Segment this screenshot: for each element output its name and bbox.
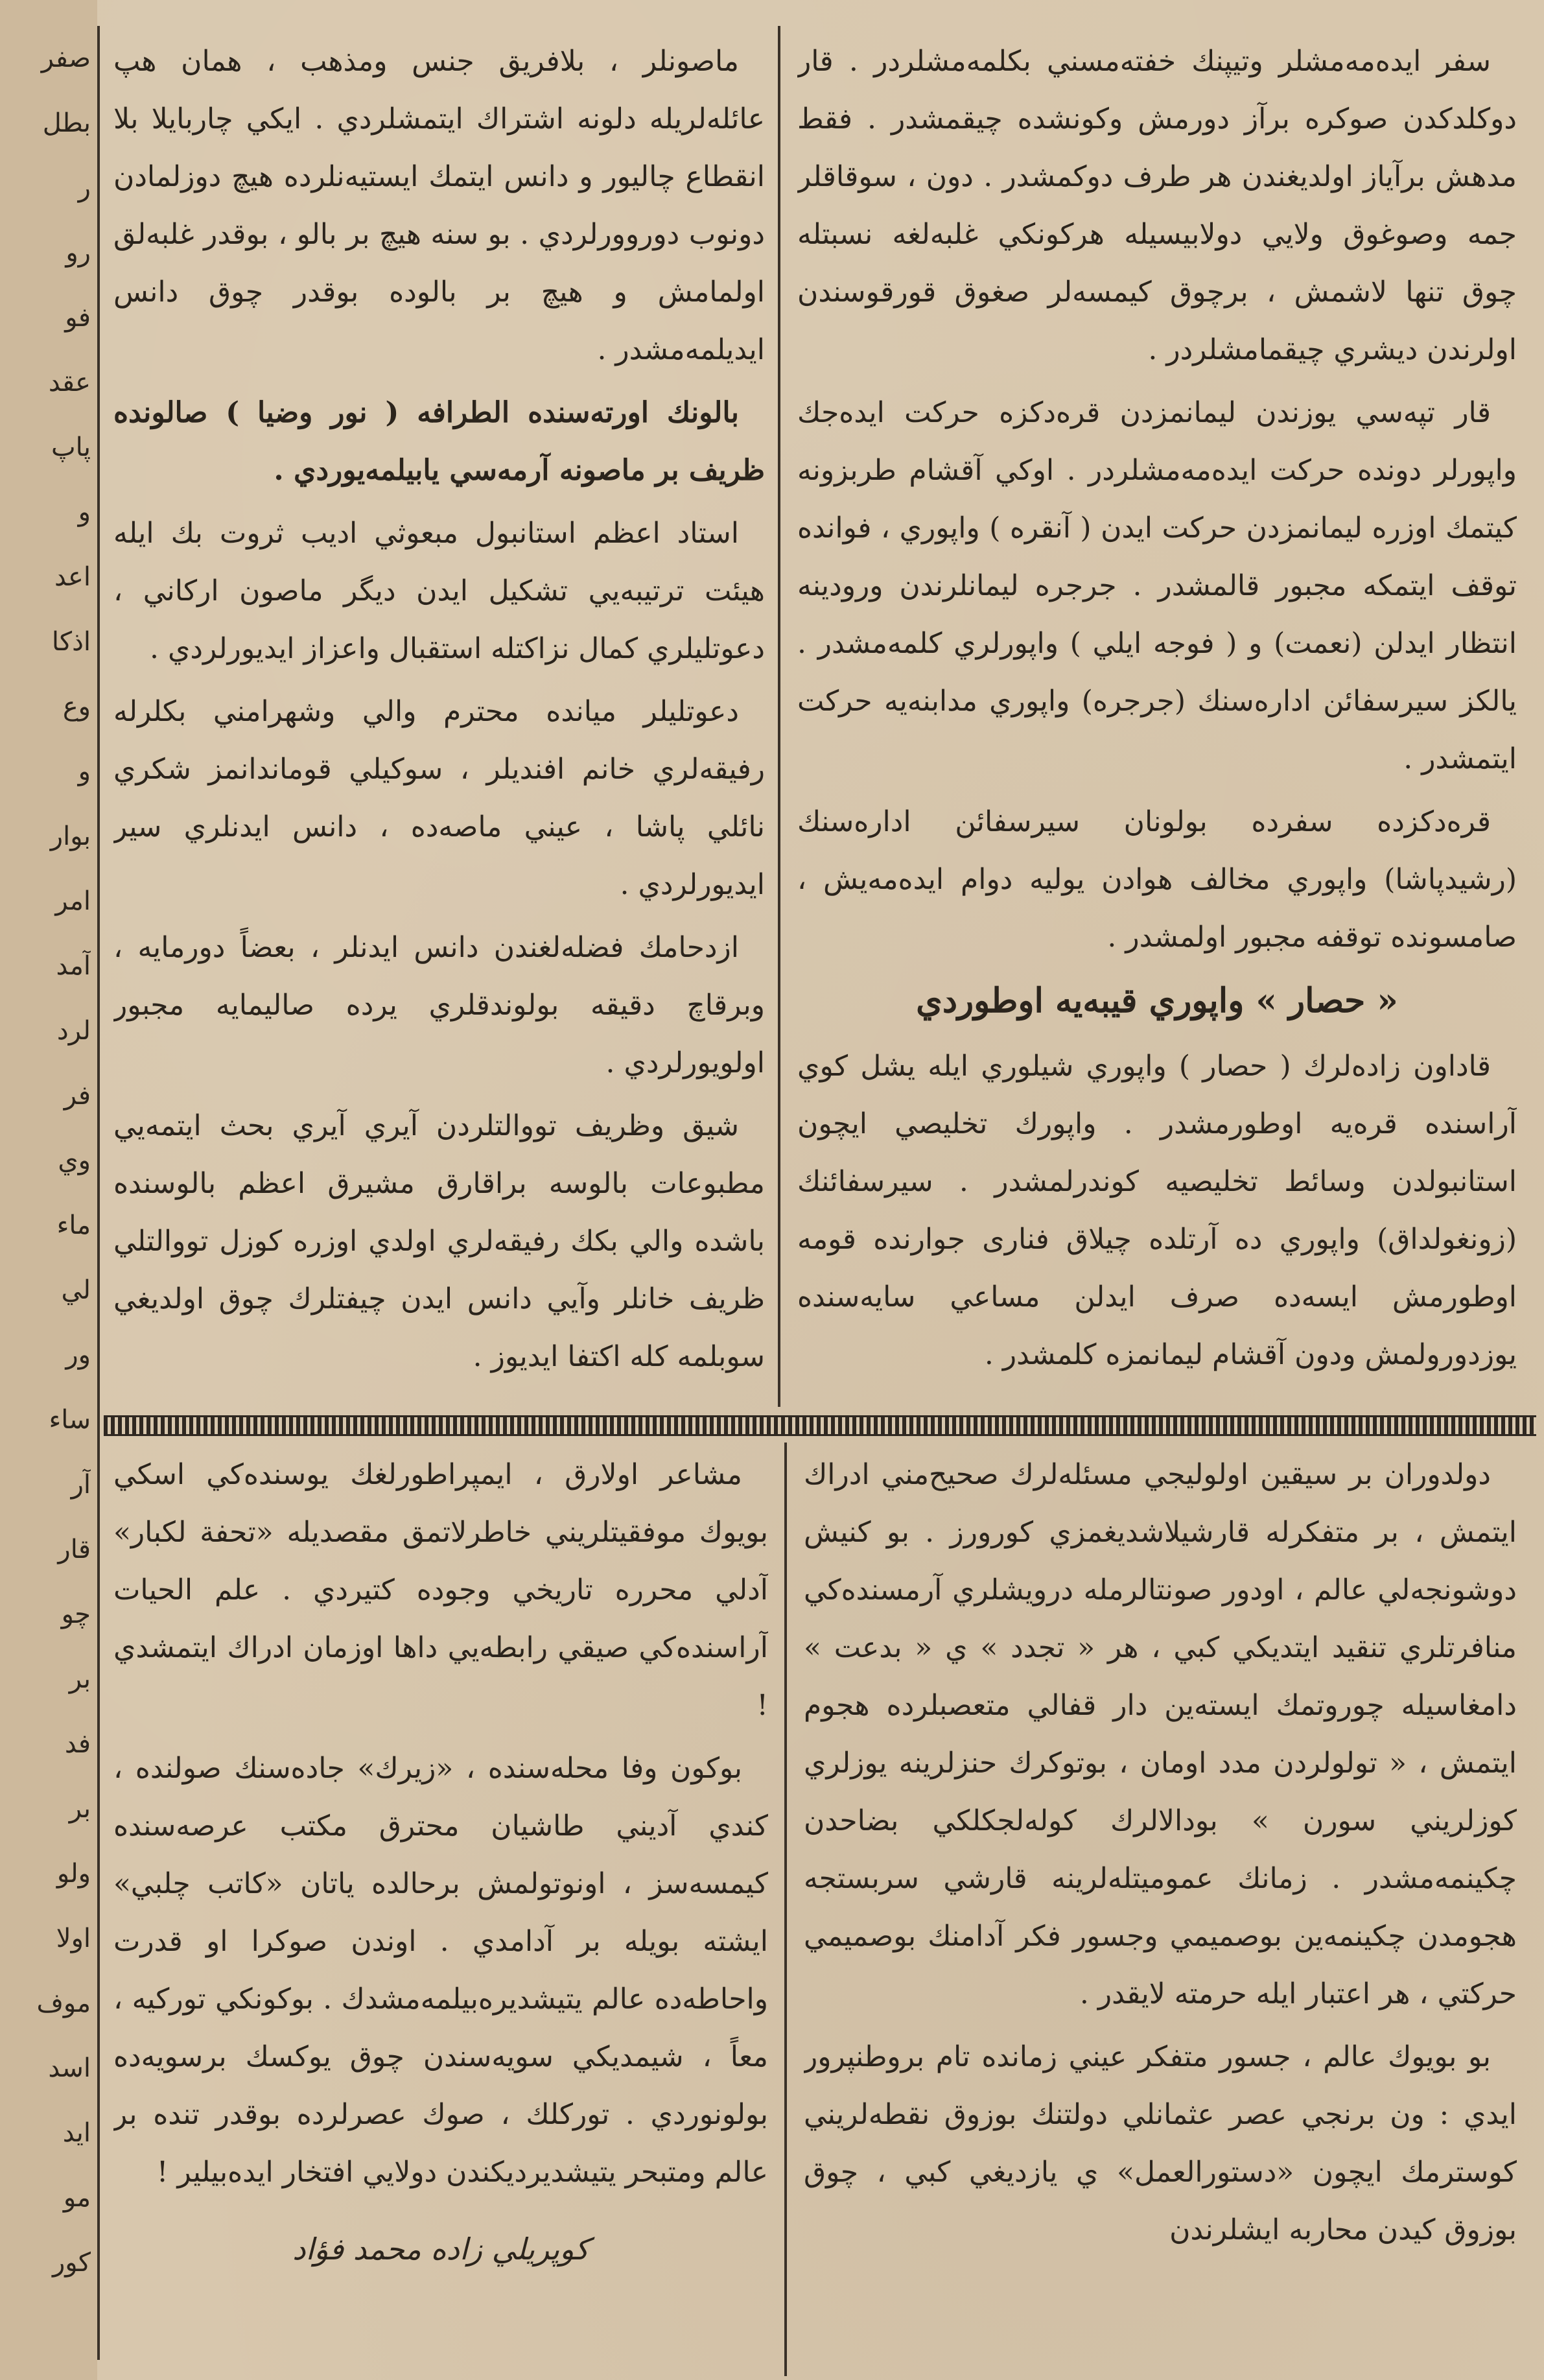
bottom-left-column bbox=[113, 1446, 768, 2366]
bottom-right-column bbox=[804, 1446, 1517, 2366]
margin-fragment: آمد bbox=[56, 951, 91, 981]
margin-fragment: ماء bbox=[56, 1210, 91, 1240]
margin-fragment: وي bbox=[58, 1146, 91, 1175]
paragraph: ازدحامك فضله‌لغندن دانس ايدنلر ، بعضاً دورمايه ، وبرقاچ دقيقه بولوندقلري يرده صاليمايه مجبور اولويورلردي . bbox=[113, 931, 765, 1079]
margin-fragment: بطل bbox=[42, 108, 91, 138]
margin-fragment: فر bbox=[64, 1081, 91, 1111]
margin-fragment: عقد bbox=[48, 368, 91, 397]
margin-fragment: بر bbox=[69, 1664, 91, 1694]
article-heading: « حصار » واپوري قيبه‌يه اوطوردي bbox=[916, 981, 1398, 1020]
bottom-column-rule bbox=[784, 1443, 787, 2376]
section-separator bbox=[104, 1415, 1536, 1436]
margin-fragment: بر bbox=[69, 1794, 91, 1824]
top-column-rule bbox=[778, 26, 780, 1407]
margin-fragment: وع bbox=[62, 692, 91, 722]
paragraph: قاداون زاده‌لرك ( حصار ) واپوري شيلوري ايله يشل كوي آراسنده قره‌يه اوطورمشدر . واپورك تخليصي ايچون استانبولدن وسائط تخليصيه كوندرلمشدر . سيرسفائنك (زونغولداق) واپوري ده آرتلده چيلاق فنارى جوارنده قومه اوطورمش ايسه‌ده صرف ايدلن مساعي سايه‌سنده يوزدورولمش ودون آقشام ليمانمزه كلمشدر . bbox=[797, 1050, 1517, 1371]
paragraph: سفر ايده‌مه‌مشلر وتيپنك خفته‌مسني بكلمه‌مشلردر . قار دوكلدكدن صوكره برآز دورمش وكونشده چيقمشدر . فقط مدهش برآياز اولديغندن هر طرف دوكمشدر . دون ، سوقاقلر جمه وصوغوق ولايي دولابيسيله هركونكي غلبه‌لغه نسبتله چوق تنها لاشمش ، برچوق كيمسه‌لر صغوق قورقوسندن اولرندن ديشري چيقمامشلردر . bbox=[797, 45, 1517, 366]
top-right-column bbox=[797, 32, 1517, 1400]
margin-fragment: اذكا bbox=[51, 627, 91, 657]
margin-fragment: آر bbox=[71, 1470, 91, 1500]
paragraph: قره‌دكزده سفرده بولونان سيرسفائن اداره‌سنك (رشيدپاشا) واپوري مخالف هوادن يوليه دوام ايده‌مه‌يش ، صامسونده توقفه مجبور اولمشدر . bbox=[797, 805, 1517, 954]
paragraph: شيق وظريف تووالتلردن آيري آيري بحث ايتمه‌يي مطبوعات بالوسه براقارق مشيرق اعظم بالوسنده باشده والي بكك رفيقه‌لري اولدي اوزره كوزل تووالتلي ظريف خانلر وآيي دانس ايدن چيفتلرك چوق اولديغي سوبلمه كله اكتفا ايديوز . bbox=[113, 1109, 765, 1373]
margin-fragment: ر bbox=[78, 173, 91, 203]
left-column-rule bbox=[97, 26, 100, 2360]
paragraph: دولدوران بر سيقين اولوليجي مسئله‌لرك صحيح‌مني ادراك ايتمش ، بر متفكرله قارشيلاشديغمزي كورورز . بو كنيش دوشونجه‌لي عالم ، اودور صونتالرمله درويشلري آرمسنده‌كي منافرتلري تنقيد ايتديكي كبي ، هر « تجدد » ي « بدعت » دامغاسيله چوروتمك ايسته‌ين دار قفالي متعصبلرده هجوم ايتمش ، « تولولردن مدد اومان ، بوتوكرك حنزلرينه يوزلري كوزلريني سورن » بودالالرك كوله‌لجكلكي بضاحدن چكينمه‌مشدر . زمانك عموميتله‌لرينه قارشي سربستجه هجومدن چكينمه‌ين بوصميمي وجسور فكر آدامنك بوصميمي حركتي ، هر اعتبار ايله حرمته لايقدر . bbox=[804, 1458, 1517, 2010]
paragraph: مشاعر اولارق ، ايمپراطورلغك يوسنده‌كي اسكي بويوك موفقيتلريني خاطرلاتمق مقصديله «تحفة لكبار» آدلي محرره تاريخي وجوده كتيردي . علم الحيات آراسنده‌كي صيقي رابطه‌يي داها اوزمان ادراك ايتمشدي ! bbox=[113, 1458, 768, 1722]
margin-fragment: قار bbox=[58, 1535, 91, 1564]
top-left-column bbox=[113, 32, 765, 1400]
margin-fragment: صفر bbox=[41, 43, 91, 73]
paragraph: دعوتليلر ميانده محترم والي وشهرامني بكلرله رفيقه‌لري خانم افنديلر ، سوكيلي قوماندانمز شكري نائلي پاشا ، عيني ماصه‌ده ، دانس ايدنلري سير ايديورلردي . bbox=[113, 695, 765, 901]
margin-fragment: و bbox=[78, 497, 91, 527]
paragraph: ماصونلر ، بلافريق جنس ومذهب ، همان هپ عائله‌لريله دلونه اشتراك ايتمشلردي . ايكي چاربايلا بلا انقطاع چاليور و دانس ايتمك ايستيه‌نلرده هيچ دوزلمادن دونوب دوروورلردي . بو سنه هيچ بر بالو ، بوقدر غلبه‌لق اولمامش و هيچ بر بالوده بوقدر چوق دانس ايديلمه‌مشدر . bbox=[113, 45, 765, 366]
margin-fragment: مو bbox=[63, 2183, 91, 2213]
margin-fragment: اعد bbox=[54, 562, 91, 592]
margin-fragment: بوار bbox=[50, 821, 91, 851]
paragraph: قار تپه‌سي يوزندن ليمانمزدن قره‌دكزه حركت ايده‌جك واپورلر دونده حركت ايده‌مه‌مشلردر . اوكي آقشام طربزونه كيتمك اوزره ليمانمزدن حركت ايدن ( آنقره ) واپوري ، فوانده توقف ايتمكه مجبور قالمشدر . جرجره ليمانلرندن ورودينه انتظار ايدلن (نعمت) و ( فوجه ايلي ) واپورلري كلمه‌مشدر . يالكز سيرسفائن اداره‌سنك (جرجره) واپوري مدابنه‌يه حركت ايتمشدر . bbox=[797, 396, 1517, 775]
margin-fragment: ايد bbox=[62, 2118, 91, 2148]
margin-fragment: كور bbox=[52, 2248, 91, 2278]
author-signature: كوپريلي زاده محمد فؤاد bbox=[292, 2232, 589, 2267]
margin-fragment: فو bbox=[65, 303, 91, 333]
paragraph: بوكون وفا محله‌سنده ، «زيرك» جاده‌سنك صولنده ، كندي آديني طاشيان محترق مكتب عرصه‌سنده كيمسه‌سز ، اونوتولمش برحالده ياتان «كاتب چلبي» ايشته بويله بر آدامدي . اوندن صوكرا او قدرت واحاطه‌ده عالم يتيشديره‌بيلمه‌مشدك . بوكونكي توركيه ، معاً ، شيمديكي سويه‌سندن چوق يوكسك برسويه‌ده بولونوردي . توركلك ، صوك عصرلرده بوقدر تنده بر عالم ومتبحر يتيشديرديكندن دولايي افتخار ايده‌بيلير ! bbox=[113, 1752, 768, 2189]
margin-fragment: پاپ bbox=[51, 432, 91, 462]
paragraph: استاد اعظم استانبول مبعوثي اديب ثروت بك ايله هيئت ترتيبه‌يي تشكيل ايدن ديگر ماصون اركاني ، دعوتليلري كمال نزاكتله استقبال واعزاز ايديورلردي . bbox=[113, 517, 765, 665]
margin-fragment: موف bbox=[36, 1988, 91, 2018]
margin-fragment: اولا bbox=[56, 1924, 91, 1953]
margin-fragment: چو bbox=[61, 1599, 91, 1629]
margin-fragment: ور bbox=[65, 1340, 91, 1370]
margin-fragment: لي bbox=[61, 1275, 91, 1305]
paragraph: بو بويوك عالم ، جسور متفكر عيني زمانده تام بروطنپرور ايدي : ون برنجي عصر عثمانلي دولتنك بوزوق نقطه‌لريني كوسترمك ايچون «دستورالعمل» ي يازديغي كبي ، چوق بوزوق كيدن محاربه ايشلرندن bbox=[804, 2040, 1517, 2246]
margin-fragment: رو bbox=[65, 238, 91, 268]
margin-fragment: اسد bbox=[48, 2053, 91, 2083]
margin-fragment: و bbox=[78, 757, 91, 786]
margin-fragment: ولو bbox=[56, 1859, 91, 1889]
adjacent-column-fragments bbox=[0, 26, 91, 2334]
margin-fragment: ساء bbox=[49, 1405, 91, 1435]
paragraph: بالونك اورته‌سنده الطرافه ( نور وضيا ) صالونده ظريف بر ماصونه آرمه‌سي يابيلمه‌يوردي . bbox=[113, 396, 765, 487]
margin-fragment: لرد bbox=[56, 1016, 91, 1046]
margin-fragment: فد bbox=[64, 1729, 91, 1759]
margin-fragment: امر bbox=[55, 886, 91, 916]
